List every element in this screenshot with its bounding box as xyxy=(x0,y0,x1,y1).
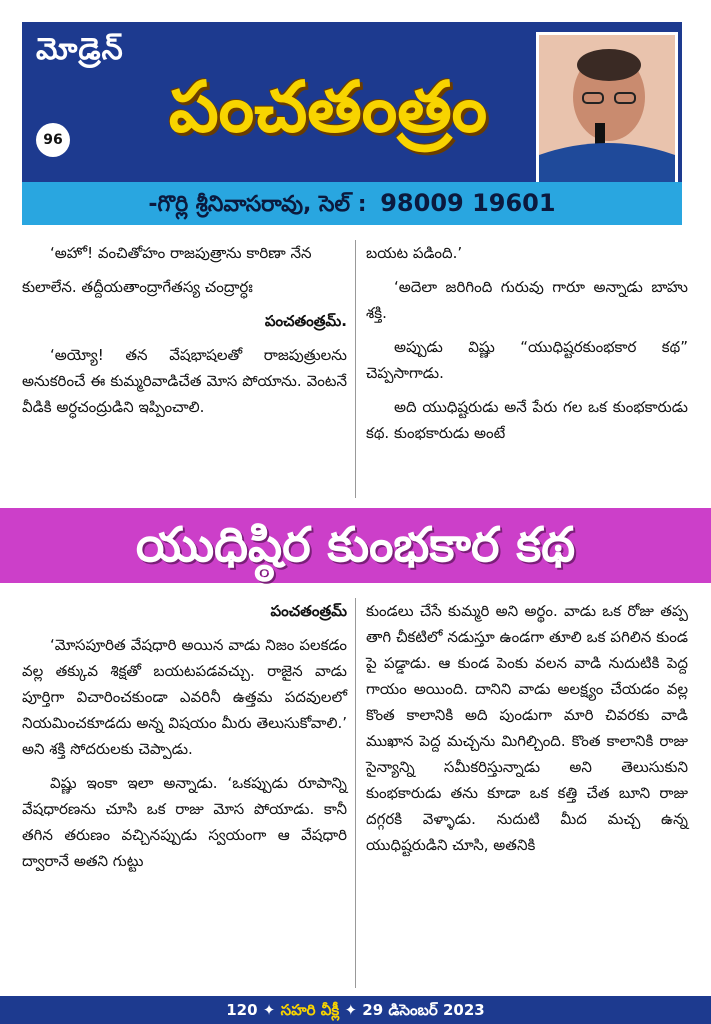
column-title: పంచతంత్రం xyxy=(168,66,488,148)
source-reference: పంచతంత్రమ్. xyxy=(264,312,347,330)
section-heading: యుధిష్ఠిర కుంభకార కథ xyxy=(135,517,576,573)
header-banner xyxy=(22,22,682,225)
paragraph: అది యుధిష్టరుడు అనే పేరు గల ఒక కుంభకారుడు కథ. కుంభకారుడు అంటే xyxy=(366,398,688,442)
author-photo xyxy=(536,32,678,186)
column-divider xyxy=(355,240,356,498)
bottom-left-column xyxy=(22,598,347,882)
author-phone: 98009 19601 xyxy=(380,189,556,217)
footer-separator: ✦ xyxy=(262,1001,276,1019)
author-portrait-icon xyxy=(539,35,675,183)
issue-date: 29 డిసెంబర్ 2023 xyxy=(362,1001,485,1019)
magazine-name: సహరి వీక్లీ xyxy=(280,1001,340,1019)
paragraph: ‘అయ్యో! తన వేషభాషలతో రాజపుత్రులను అనుకరించే ఈ కుమ్మరివాడిచేత మోస పోయాను. వెంటనే వీడికి అర్ధచంద్రుడిని ఇప్పించాలి. xyxy=(22,346,347,416)
paragraph: బయట పడింది.’ xyxy=(366,244,463,262)
page-footer xyxy=(0,996,711,1024)
paragraph: ‘అహో! వంచితోహం రాజపుత్రాను కారిణా నేన xyxy=(50,244,312,262)
bottom-right-column xyxy=(366,598,688,866)
page-number: 120 xyxy=(226,1001,258,1019)
paragraph: కులాలేన. తద్దీయతాంద్రాగేతస్య చంద్రార్ధః xyxy=(22,278,253,296)
paragraph: అప్పుడు విష్ణు “యుధిష్టరకుంభకార కథ” చెప్పసాగాడు. xyxy=(366,338,688,382)
paragraph: ‘అదెలా జరిగింది గురువు గారూ అన్నాడు బాహు శక్తి. xyxy=(366,278,688,322)
issue-number-badge: 96 xyxy=(36,123,70,157)
paragraph: విష్ణు ఇంకా ఇలా అన్నాడు. ‘ఒకప్పుడు రూపాన్ని వేషధారణను చూసి ఒక రాజు మోస పోయాడు. కానీ తగిన తరుణం వచ్చినప్పుడు స్వయంగా ఆ వేషధారి ద్వారానే అతని గుట్టు xyxy=(22,774,347,870)
source-reference: పంచతంత్రమ్ xyxy=(270,602,347,620)
author-name: -గొర్లి శ్రీనివాసరావు, సెల్ : xyxy=(148,192,367,217)
section-heading-band xyxy=(0,508,711,583)
top-left-column xyxy=(22,240,347,428)
author-byline xyxy=(22,182,682,225)
footer-separator: ✦ xyxy=(344,1001,358,1019)
paragraph: ‘మోసపూరిత వేషధారి అయిన వాడు నిజం పలకడం వల్ల తక్కువ శిక్షతో బయటపడవచ్చు. రాజైన వాడు పూర్తిగా విచారించకుండా ఎవరినీ ఉత్తమ పదవులలో నియమించకూడదు అన్న విషయం మీరు తెలుసుకోవాలి.’ అని శక్తి సోదరులకు చెప్పాడు. xyxy=(22,636,347,758)
top-right-column xyxy=(366,240,688,454)
column-divider xyxy=(355,598,356,988)
series-label: మోడ్రెన్ xyxy=(36,32,124,67)
paragraph: కుండలు చేసే కుమ్మరి అని అర్థం. వాడు ఒక రోజు తప్ప తాగి చీకటిలో నడుస్తూ ఉండగా తూలి ఒక పగిలిన కుండ పై పడ్డాడు. ఆ కుండ పెంకు వలన వాడి నుదుటికి పెద్ద గాయం అయింది. దానిని వాడు అలక్ష్యం చేయడం వల్ల కొంత కాలానికి అది పుండుగా మారి చివరకు వాడి ముఖాన పెద్ద మచ్చను మిగిల్చింది. కొంత కాలానికి రాజు సైన్యాన్ని సమీకరిస్తున్నాడు అని తెలుసుకుని కుంభకారుడు తను కూడా ఒక కత్తి చేత బూని రాజు దగ్గరకి వెళ్ళాడు. నుదుటి మీద మచ్చ ఉన్న యుధిష్టరుడిని చూసి, అతనికి xyxy=(366,602,688,854)
